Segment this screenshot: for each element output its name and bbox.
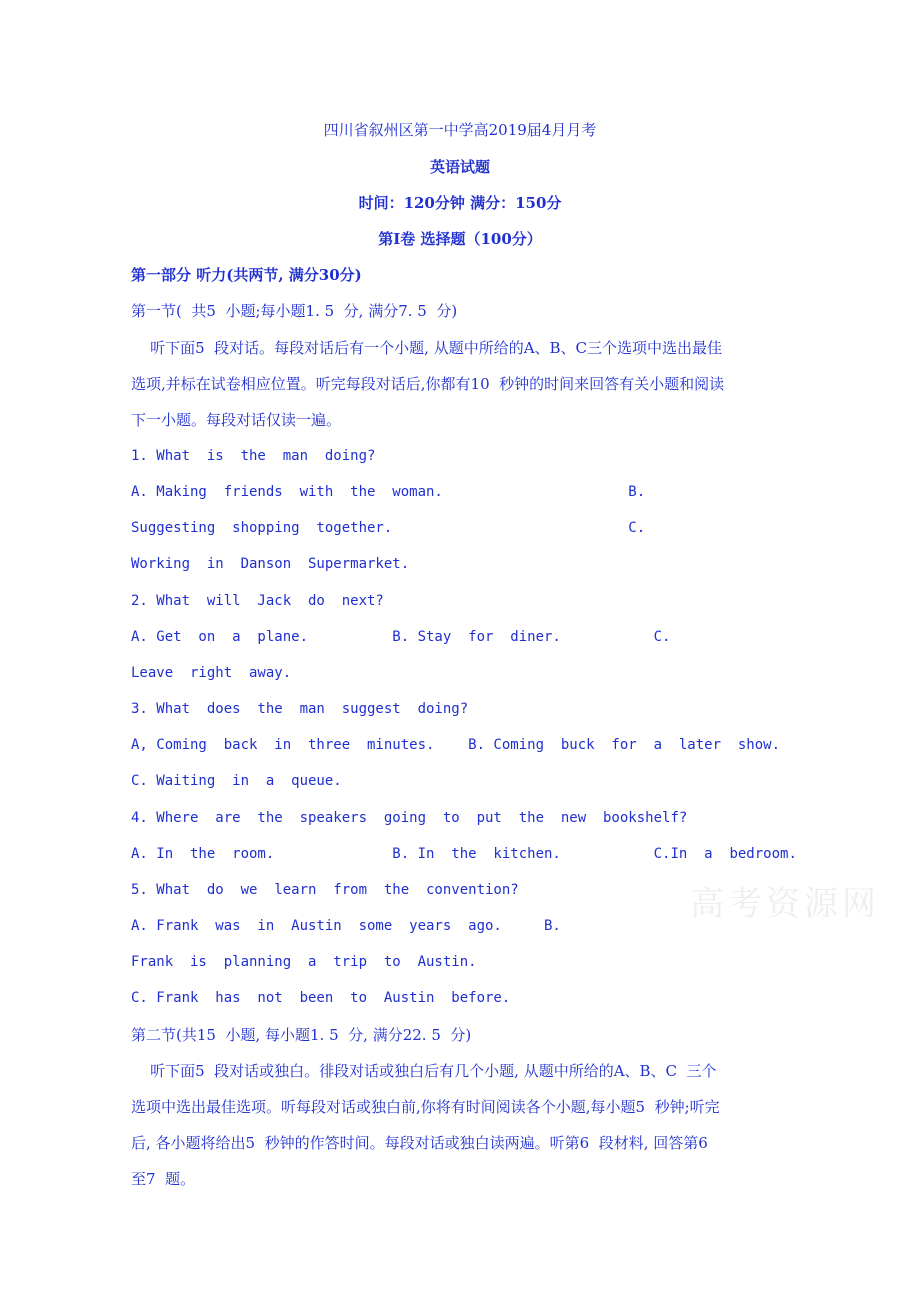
- section2-instruction-line: 选项中选出最佳选项。听每段对话或独白前,你将有时间阅读各个小题,每小题5 秒钟;听完: [131, 1098, 720, 1116]
- section1-heading: 第一节( 共5 小题;每小题1. 5 分, 满分7. 5 分): [131, 302, 458, 320]
- question-4: 4. Where are the speakers going to put the new bookshelf?: [131, 810, 688, 826]
- section1-instruction-line: 选项,并标在试卷相应位置。听完每段对话后,你都有10 秒钟的时间来回答有关小题和阅读: [131, 375, 725, 393]
- question-5: 5. What do we learn from the convention?: [131, 882, 519, 898]
- question-1-options: Suggesting shopping together. C.: [131, 520, 646, 536]
- section1-instruction-line: 听下面5 段对话。每段对话后有一个小题, 从题中所给的A、B、C三个选项中选出最佳: [131, 339, 723, 357]
- question-5-options: C. Frank has not been to Austin before.: [131, 990, 511, 1006]
- exam-subject-title: 英语试题: [429, 158, 490, 176]
- section1-instruction-line: 下一小题。每段对话仅读一遍。: [131, 411, 342, 429]
- question-5-options: Frank is planning a trip to Austin.: [131, 954, 477, 970]
- question-1-options: Working in Danson Supermarket.: [131, 556, 410, 572]
- section2-instruction-line: 至7 题。: [131, 1170, 196, 1188]
- question-4-options: A. In the room. B. In the kitchen. C.In a bedroom.: [131, 846, 797, 862]
- question-1-options: A. Making friends with the woman. B.: [131, 484, 646, 500]
- question-3: 3. What does the man suggest doing?: [131, 701, 469, 717]
- section2-instruction-line: 听下面5 段对话或独白。徘段对话或独白后有几个小题, 从题中所给的A、B、C 三个: [131, 1062, 717, 1080]
- question-3-options: C. Waiting in a queue.: [131, 773, 342, 789]
- question-1: 1. What is the man doing?: [131, 448, 376, 464]
- exam-time-info: 时间：120分钟 满分：150分: [358, 194, 562, 212]
- question-2-options: A. Get on a plane. B. Stay for diner. C.: [131, 629, 671, 645]
- part1-title: 第一部分 听力(共两节, 满分30分): [131, 266, 362, 284]
- section2-instruction-line: 后, 各小题将给出5 秒钟的作答时间。每段对话或独白读两遍。听第6 段材料, 回答第6: [131, 1134, 708, 1152]
- question-2: 2. What will Jack do next?: [131, 593, 384, 609]
- volume-heading: 第I卷 选择题（100分）: [378, 230, 542, 248]
- question-3-options: A, Coming back in three minutes. B. Coming buck for a later show.: [131, 737, 781, 753]
- question-2-options: Leave right away.: [131, 665, 292, 681]
- section2-heading: 第二节(共15 小题, 每小题1. 5 分, 满分22. 5 分): [131, 1026, 472, 1044]
- watermark: 高考资源网: [690, 884, 880, 924]
- exam-school-title: 四川省叙州区第一中学高2019届4月月考: [323, 121, 597, 139]
- question-5-options: A. Frank was in Austin some years ago. B.: [131, 918, 561, 934]
